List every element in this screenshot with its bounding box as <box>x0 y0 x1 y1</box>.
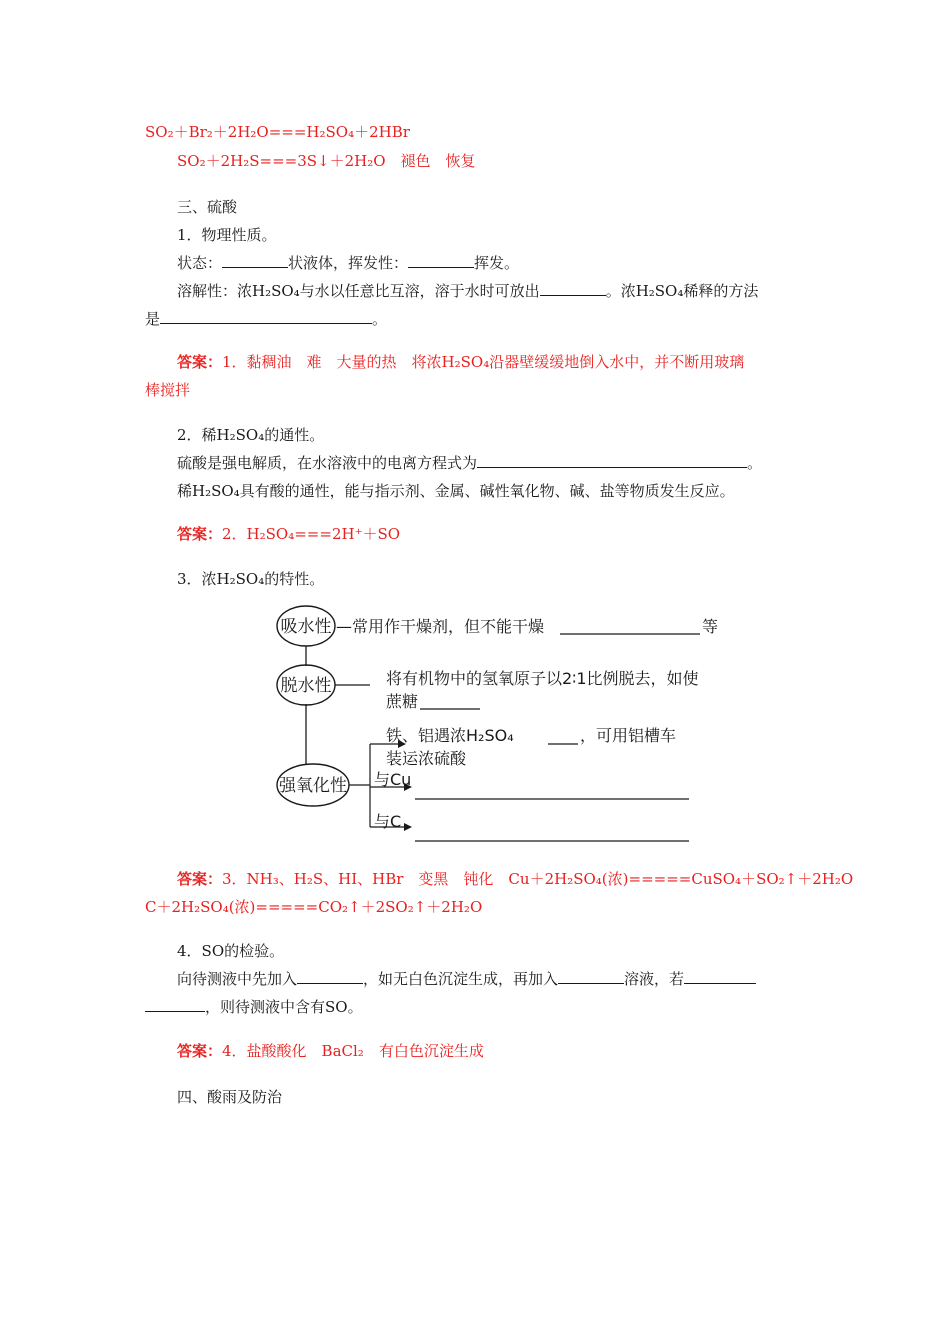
q2-ionization-text: 硫酸是强电解质，在水溶液中的电离方程式为 <box>177 454 478 472</box>
answer-line-so2-h2s: SO₂＋2H₂S===3S↓＋2H₂O 褪色 恢复 <box>177 152 476 170</box>
q4-text-a: 向待测液中先加入 <box>177 970 298 988</box>
branch3-label: 与C <box>374 812 402 831</box>
answer-label: 答案： <box>177 353 223 371</box>
q4-text-b: ，如无白色沉淀生成，再加入 <box>363 970 559 988</box>
q1-state-label: 状态： <box>177 254 223 272</box>
answer-label: 答案： <box>177 1042 223 1060</box>
q1-title: 1．物理性质。 <box>177 226 277 244</box>
q1-dilution-line <box>145 309 387 329</box>
branch1-text-b: ，可用铝槽车 <box>580 726 677 745</box>
branch2-label: 与Cu <box>374 770 412 789</box>
answer-line-so2-br2: SO₂＋Br₂＋2H₂O===H₂SO₄＋2HBr <box>145 123 410 141</box>
answer-label: 答案： <box>177 525 223 543</box>
q1-state-end: 挥发。 <box>474 254 520 272</box>
q1-solubility-text: 溶解性：浓H₂SO₄与水以任意比互溶，溶于水时可放出 <box>177 282 540 300</box>
q2-line1 <box>177 453 762 473</box>
section-title-sulfuric-acid: 三、硫酸 <box>177 198 238 216</box>
blank-state[interactable] <box>222 253 288 268</box>
q1-dilution-end: 。 <box>372 310 388 328</box>
answer-2 <box>177 524 400 544</box>
node1-description-end: 等 <box>702 617 719 636</box>
node1-description: —常用作干燥剂，但不能干燥 <box>336 617 545 636</box>
blank-ionization-equation[interactable] <box>477 453 747 468</box>
answer-1-line1 <box>177 352 744 372</box>
arrow-head-icon <box>404 823 412 831</box>
blank-volatility[interactable] <box>408 253 474 268</box>
q1-dilution-text: 。浓H₂SO₄稀释的方法 <box>605 282 759 300</box>
answer-4 <box>177 1041 484 1061</box>
answer-3-line1 <box>177 869 853 889</box>
q2-line2: 稀H₂SO₄具有酸的通性，能与指示剂、金属、碱性氧化物、碱、盐等物质发生反应。 <box>177 482 735 500</box>
sulfuric-acid-properties-diagram <box>270 602 720 847</box>
q4-line2 <box>145 997 363 1017</box>
q1-state-line <box>177 253 519 273</box>
q4-text-d: ，则待测液中含有SO。 <box>205 998 363 1016</box>
answer-3-text: 3．NH₃、H₂S、HI、HBr 变黑 钝化 Cu＋2H₂SO₄(浓)=====CuSO₄＋SO₂↑＋2H₂O <box>222 870 854 888</box>
section-title-acid-rain: 四、酸雨及防治 <box>177 1088 283 1106</box>
branch1-text-a: 铁、铝遇浓H₂SO₄ <box>386 726 514 745</box>
blank-dilution-method[interactable] <box>160 309 372 324</box>
node-strong-oxidation-label: 强氧化性 <box>279 776 347 796</box>
blank-then-add[interactable] <box>558 969 624 984</box>
blank-first-add[interactable] <box>297 969 363 984</box>
q3-title: 3．浓H₂SO₄的特性。 <box>177 570 325 588</box>
q2-ionization-end: 。 <box>747 454 763 472</box>
q4-text-c: 溶液，若 <box>624 970 685 988</box>
answer-2-text: 2．H₂SO₄===2H⁺＋SO <box>222 525 401 543</box>
blank-heat[interactable] <box>540 281 606 296</box>
q1-dilution-prefix: 是 <box>145 310 161 328</box>
blank-if-result[interactable] <box>684 969 756 984</box>
q4-title: 4．SO的检验。 <box>177 942 285 960</box>
answer-1-line2: 棒搅拌 <box>145 381 191 399</box>
q4-line1 <box>177 969 756 989</box>
node2-description-2: 蔗糖 <box>386 692 419 711</box>
answer-4-text: 4．盐酸酸化 BaCl₂ 有白色沉淀生成 <box>222 1042 484 1060</box>
node-water-absorption-label: 吸水性 <box>280 617 332 637</box>
answer-3-line2: C＋2H₂SO₄(浓)=====CO₂↑＋2SO₂↑＋2H₂O <box>145 898 483 916</box>
q2-title: 2．稀H₂SO₄的通性。 <box>177 426 325 444</box>
q1-solubility-line <box>177 281 758 301</box>
node2-description-1: 将有机物中的氢氧原子以2∶1比例脱去，如使 <box>386 669 699 688</box>
answer-1-text: 1．黏稠油 难 大量的热 将浓H₂SO₄沿器壁缓缓地倒入水中，并不断用玻璃 <box>222 353 745 371</box>
blank-if-result-cont[interactable] <box>145 997 205 1012</box>
q1-state-text: 状液体，挥发性： <box>288 254 409 272</box>
node-dehydration-label: 脱水性 <box>280 676 332 696</box>
branch1-text-c: 装运浓硫酸 <box>386 749 467 768</box>
answer-label: 答案： <box>177 870 223 888</box>
